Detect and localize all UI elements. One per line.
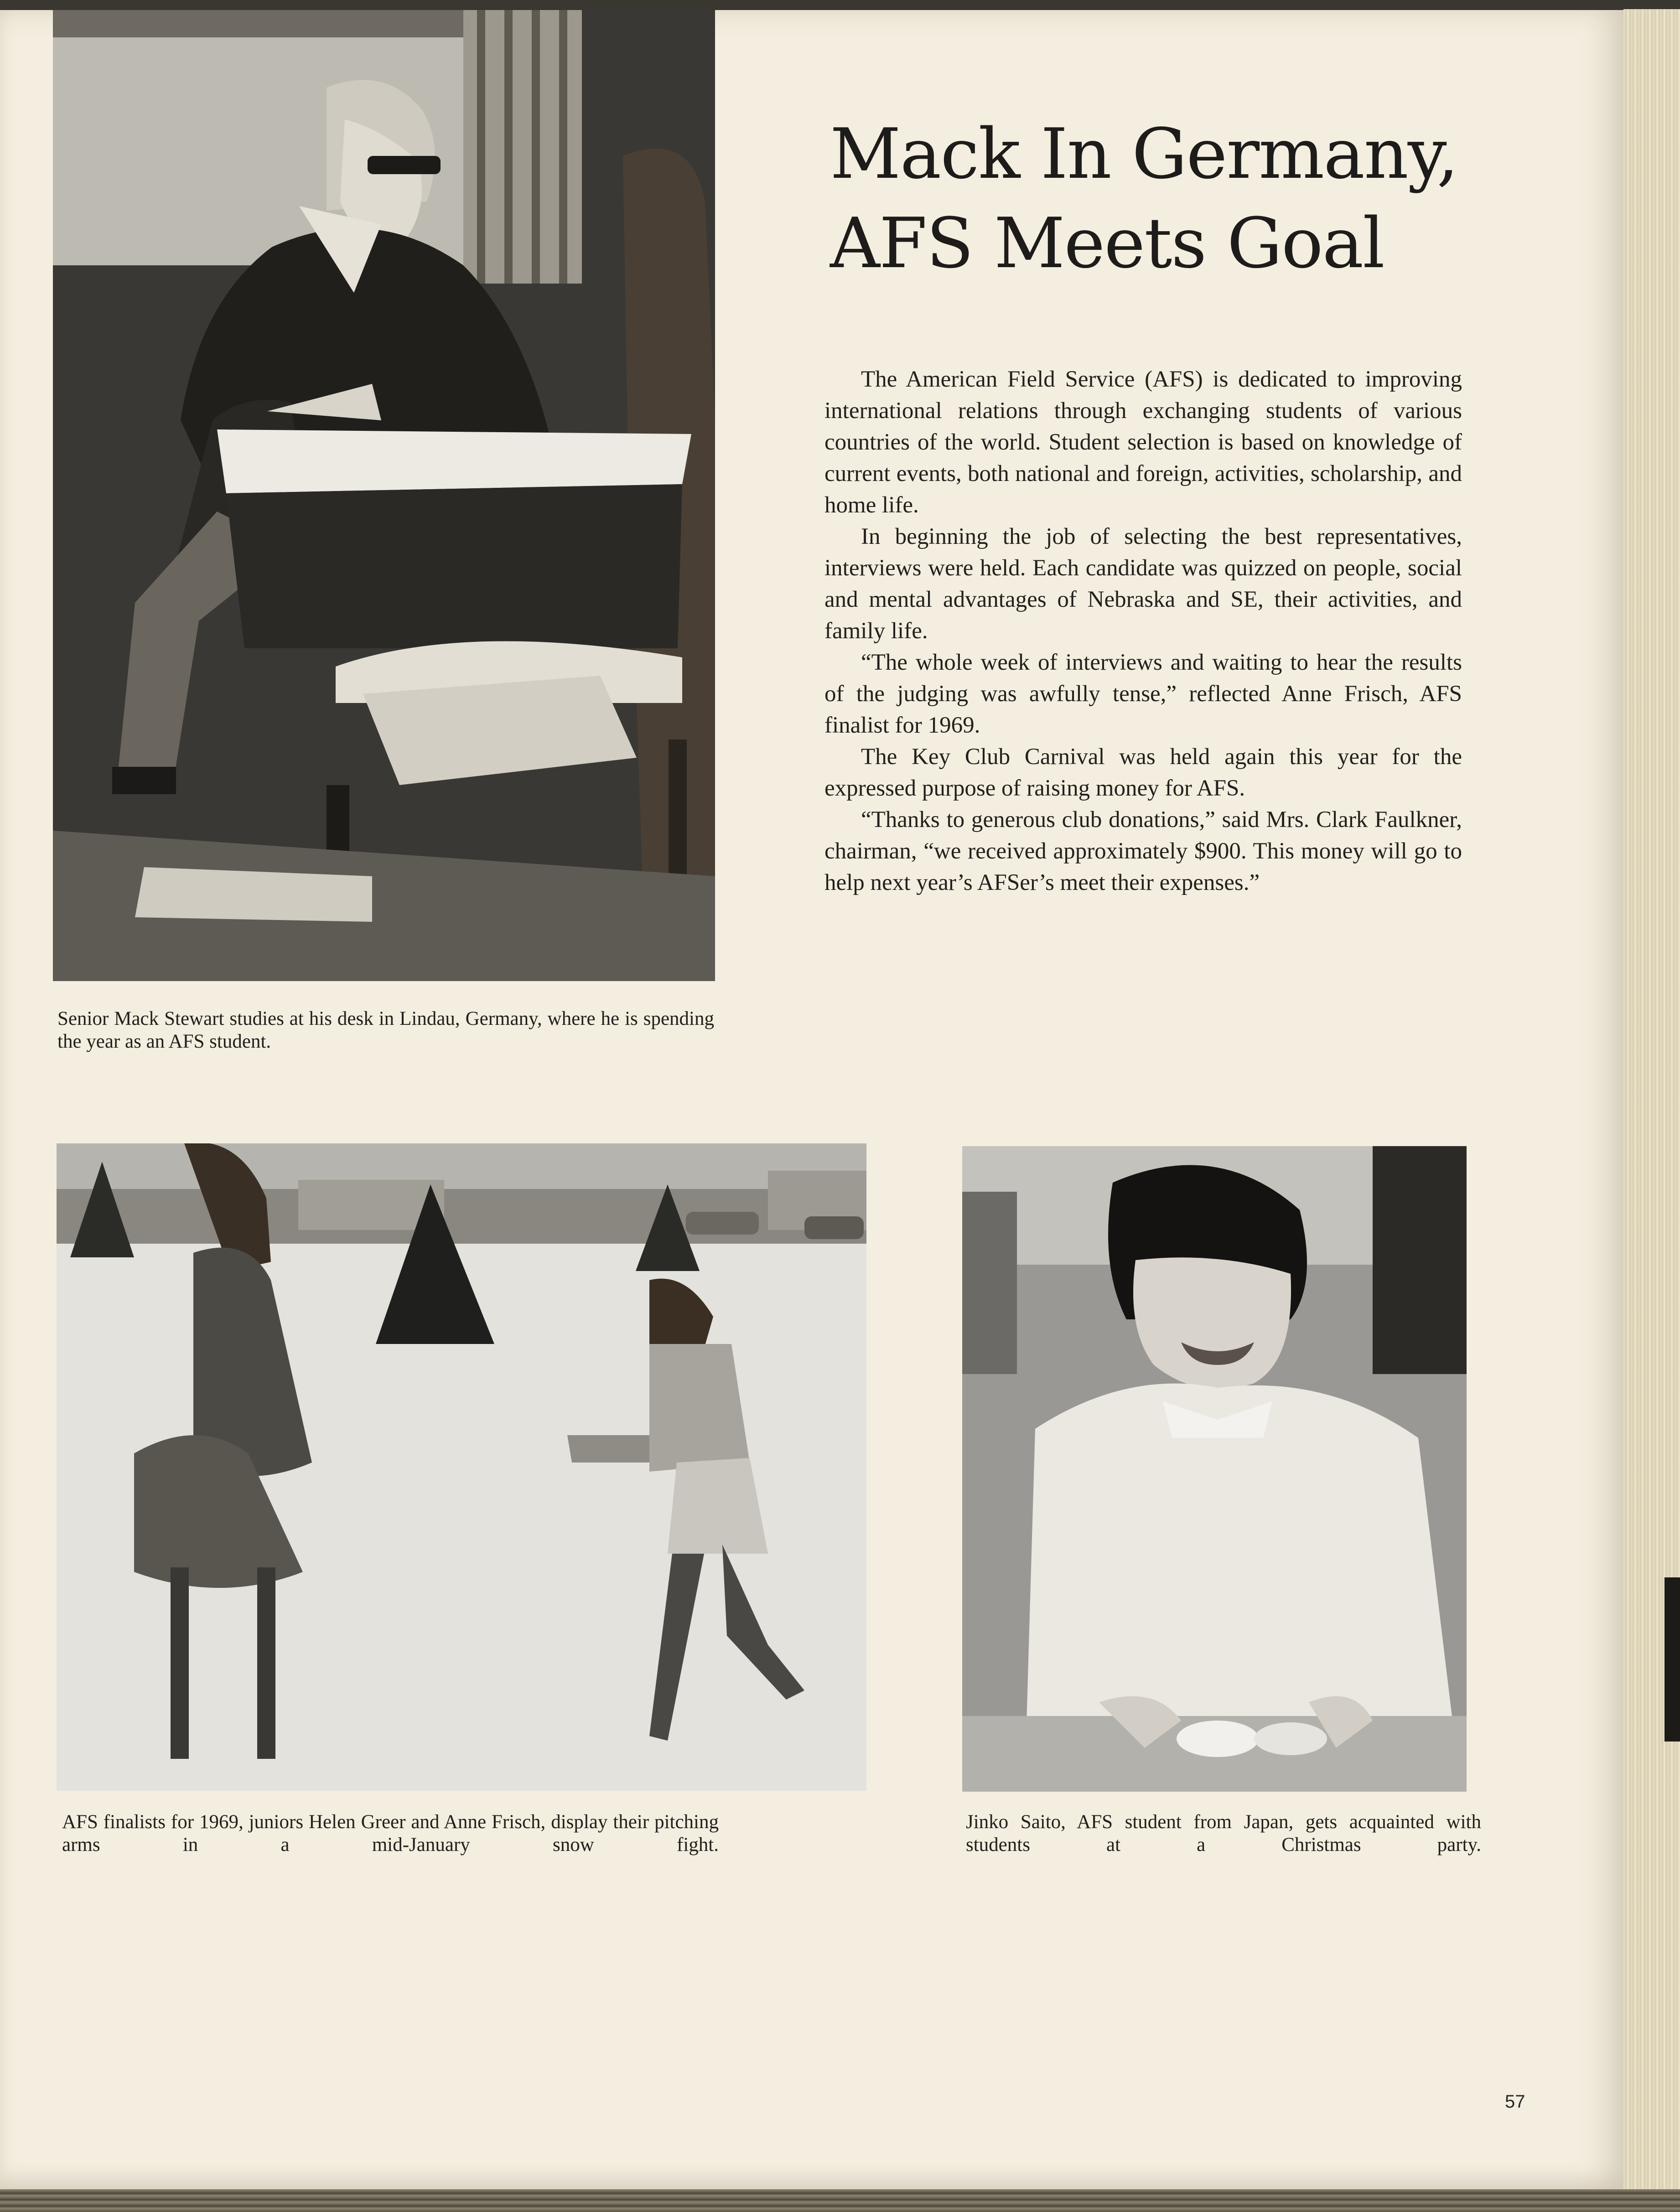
caption-mack: Senior Mack Stewart studies at his desk in Lindau, Germany, where he is spending the year as an AFS student. [57, 1008, 714, 1052]
article-paragraph: The American Field Service (AFS) is dedicated to improving international relations through exchanging students of various countries of the world. Student selection is based on knowledge of current events, both national and foreign, activities, scholarship, and home life. [824, 367, 1462, 518]
page-edges [1623, 9, 1680, 2193]
photo-mack-stewart [53, 10, 715, 981]
article-paragraph: In beginning the job of selecting the best representatives, interviews were held. Each candidate was quizzed on people, social and mental advantages of Nebraska and SE, their activities, and family life. [824, 524, 1462, 644]
caption-snow-fight: AFS finalists for 1969, juniors Helen Greer and Anne Frisch, display their pitching arms in a mid-January snow fight. [62, 1811, 719, 1855]
article-paragraph: “The whole week of interviews and waiting to hear the results of the judging was awfully tense,” reflected Anne Frisch, AFS finalist for 1969. [824, 650, 1462, 738]
article-headline [830, 109, 1468, 288]
book-bottom-edge [0, 2189, 1680, 2212]
caption-jinko: Jinko Saito, AFS student from Japan, gets acquainted with students at a Christmas party. [966, 1811, 1481, 1855]
article-paragraph: “Thanks to generous club donations,” said Mrs. Clark Faulkner, chairman, “we received approximately $900. This money will go to help next year’s AFSer’s meet their expenses.” [824, 807, 1462, 895]
headline-line-1: Mack In Germany, [830, 114, 1458, 194]
page-number: 57 [1505, 2092, 1525, 2112]
article-body [824, 364, 1462, 899]
photo-jinko-saito [962, 1146, 1467, 1792]
photo-snow-image [57, 1143, 866, 1791]
edge-tab [1664, 1577, 1680, 1742]
photo-jinko-image [962, 1146, 1467, 1792]
article-paragraph: The Key Club Carnival was held again this year for the expressed purpose of raising money for AFS. [824, 744, 1462, 801]
photo-snow-fight [57, 1143, 866, 1791]
photo-mack-image [53, 10, 715, 981]
headline-line-2: AFS Meets Goal [830, 203, 1384, 284]
